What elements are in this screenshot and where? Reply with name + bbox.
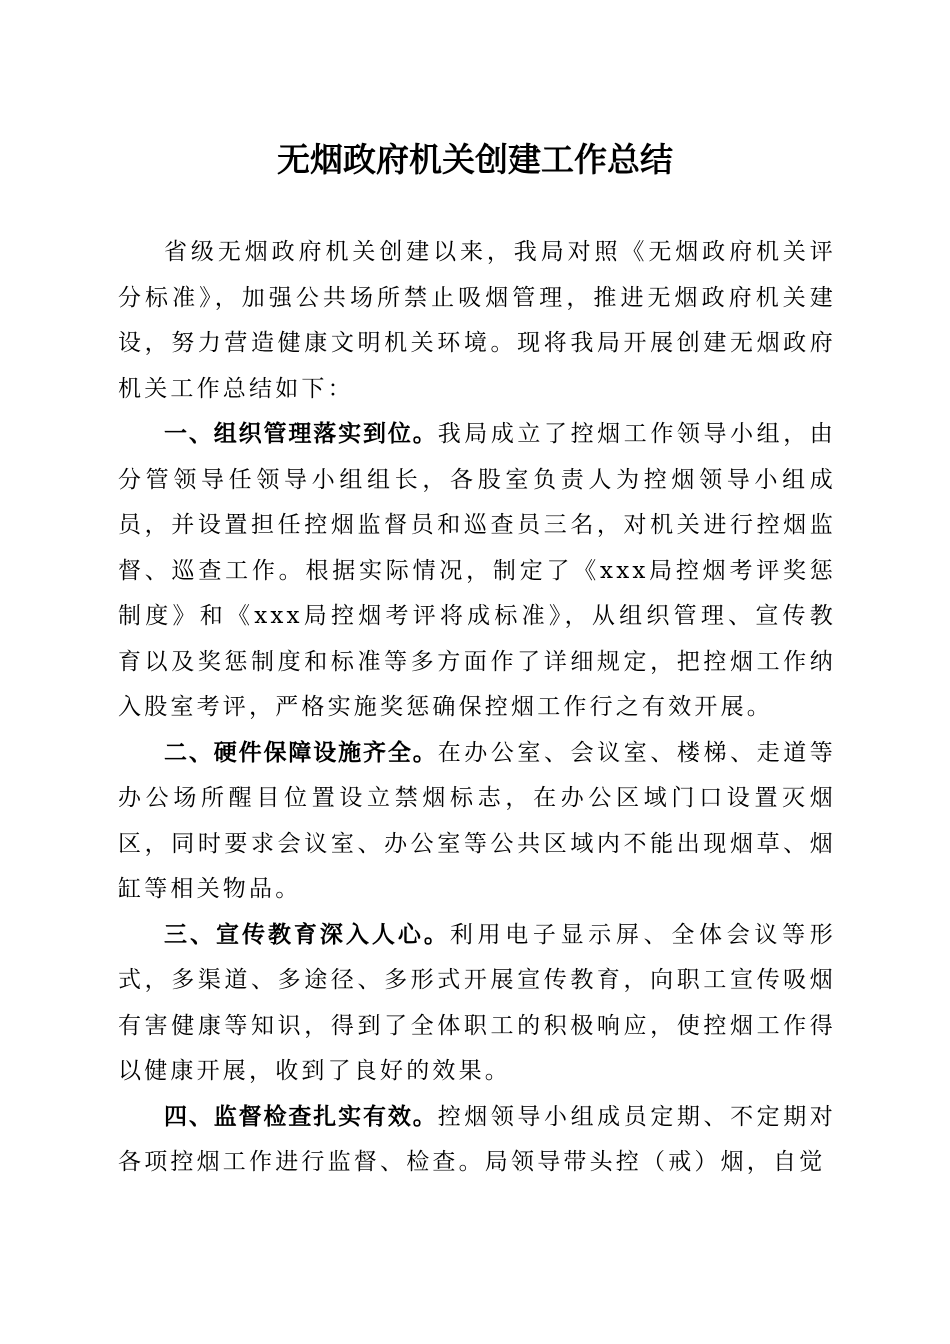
section-paragraph-3 bbox=[118, 913, 836, 1095]
section-heading-2: 二、硬件保障设施齐全。 bbox=[164, 739, 438, 766]
section-heading-4: 四、监督检查扎实有效。 bbox=[164, 1103, 438, 1130]
section-text-4: 控烟领导小组成员定期、不定期对各项控烟工作进行监督、检查。局领导带头控（戒）烟，自觉 bbox=[118, 1103, 837, 1175]
section-paragraph-2 bbox=[118, 731, 836, 913]
section-paragraph-4 bbox=[118, 1095, 836, 1186]
section-heading-3: 三、宣传教育深入人心。 bbox=[164, 921, 450, 948]
section-paragraph-1 bbox=[118, 412, 836, 731]
section-heading-1: 一、组织管理落实到位。 bbox=[164, 421, 438, 447]
section-text-1: 我局成立了控烟工作领导小组，由分管领导任领导小组组长，各股室负责人为控烟领导小组成员，并设置担任控烟监督员和巡查员三名，对机关进行控烟监督、巡查工作。根据实际情况，制定了《xxx局控烟考评奖惩制度》和《xxx局控烟考评将成标准》，从组织管理、宣传教育以及奖惩制度和标准等多方面作了详细规定，把控烟工作纳入股室考评，严格实施奖惩确保控烟工作行之有效开展。 bbox=[118, 421, 837, 720]
section-text-3: 利用电子显示屏、全体会议等形式，多渠道、多途径、多形式开展宣传教育，向职工宣传吸烟有害健康等知识，得到了全体职工的积极响应，使控烟工作得以健康开展，收到了良好的效果。 bbox=[118, 921, 836, 1084]
section-text-2: 在办公室、会议室、楼梯、走道等办公场所醒目位置设立禁烟标志，在办公区域门口设置灭烟区，同时要求会议室、办公室等公共区域内不能出现烟草、烟缸等相关物品。 bbox=[118, 739, 837, 902]
intro-paragraph: 省级无烟政府机关创建以来，我局对照《无烟政府机关评分标准》，加强公共场所禁止吸烟管理，推进无烟政府机关建设，努力营造健康文明机关环境。现将我局开展创建无烟政府机关工作总结如下： bbox=[118, 239, 836, 402]
document-title: 无烟政府机关创建工作总结 bbox=[277, 140, 673, 179]
document-body bbox=[118, 230, 836, 1186]
